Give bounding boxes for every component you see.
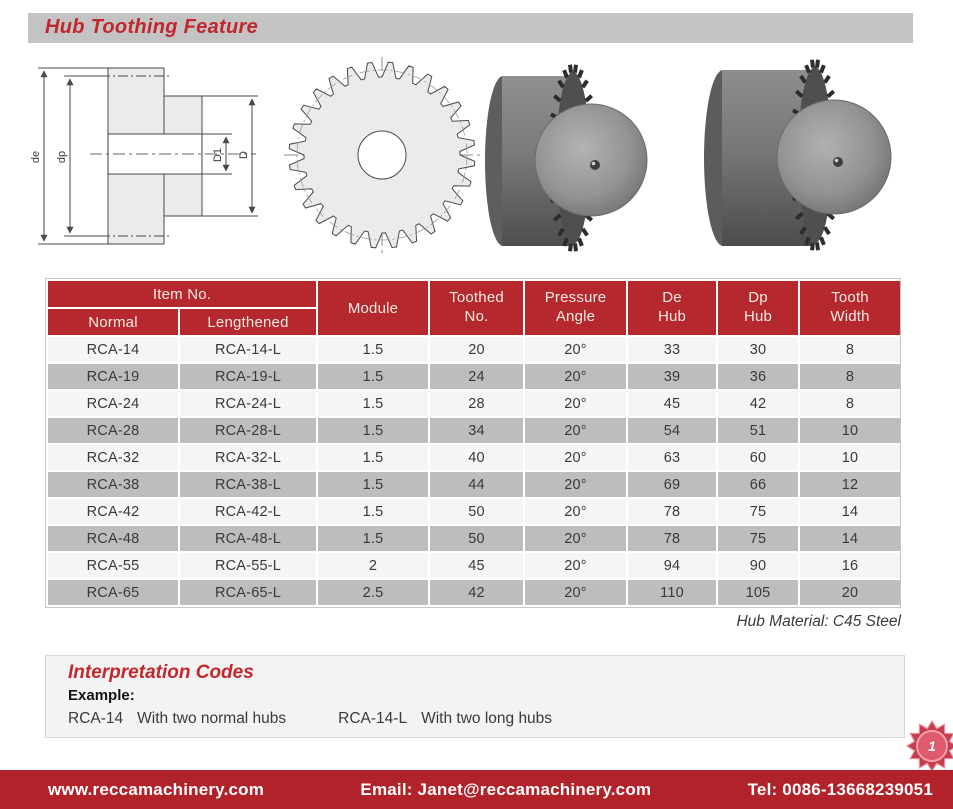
center-hole [590,160,600,170]
spec-table [46,279,902,607]
table-cell: RCA-28-L [180,418,316,443]
header-tooth-width [800,281,900,335]
table-cell: RCA-24 [48,391,178,416]
table-cell: 1.5 [318,445,428,470]
table-cell: 94 [628,553,716,578]
table-cell: 1.5 [318,418,428,443]
table-cell: 20° [525,580,626,605]
header-de-hub [628,281,716,335]
header-line: De [662,289,682,307]
table-cell: 20° [525,337,626,362]
table-cell: 20° [525,526,626,551]
table-cell: 1.5 [318,391,428,416]
table-cell: 75 [718,499,798,524]
table-cell: RCA-55-L [180,553,316,578]
dim-label-dp: dp [56,150,68,164]
header-line: Tooth [831,289,869,307]
table-cell: 20° [525,472,626,497]
interpretation-codes-box [45,655,905,738]
hub-photo-normal [478,58,648,253]
hub-material-note: Hub Material: C45 Steel [736,613,901,630]
table-cell: 34 [430,418,523,443]
table-cell: RCA-28 [48,418,178,443]
table-cell: 16 [800,553,900,578]
table-cell: 54 [628,418,716,443]
table-cell: 20° [525,418,626,443]
header-line: Toothed [449,289,504,307]
table-cell: 20 [800,580,900,605]
table-cell: RCA-19-L [180,364,316,389]
header-line: Dp [748,289,768,307]
table-cell: 1.5 [318,526,428,551]
table-cell: 1.5 [318,337,428,362]
header-normal: Normal [48,309,178,335]
table-cell: 20° [525,364,626,389]
table-cell: 50 [430,526,523,551]
header-lengthened: Lengthened [180,309,316,335]
table-cell: 60 [718,445,798,470]
table-cell: 63 [628,445,716,470]
spec-table-wrap [45,278,901,608]
table-cell: 33 [628,337,716,362]
interpretation-title: Interpretation Codes [68,662,254,683]
table-cell: RCA-42 [48,499,178,524]
table-cell: 20° [525,499,626,524]
table-cell: 78 [628,526,716,551]
table-cell: 36 [718,364,798,389]
header-line: Hub [743,308,773,325]
table-cell: 40 [430,445,523,470]
header-line: No. [464,308,489,325]
table-cell: 24 [430,364,523,389]
dim-label-d: D [238,151,250,159]
footer-email: Email: Janet@reccamachinery.com [360,779,652,799]
table-row [48,418,900,443]
table-cell: 8 [800,364,900,389]
hole-highlight [592,162,596,166]
table-cell: 2 [318,553,428,578]
page-number: 1 [928,738,936,754]
dim-label-d1: D1 [212,147,224,163]
table-cell: RCA-14-L [180,337,316,362]
page-number-badge [906,719,953,773]
table-cell: RCA-48-L [180,526,316,551]
gear-bore-hole [358,131,406,179]
table-row [48,580,900,605]
table-row [48,472,900,497]
table-cell: 110 [628,580,716,605]
table-cell: 45 [430,553,523,578]
header-toothed-no [430,281,523,335]
spec-table-header [48,281,900,335]
code-normal-desc: With two normal hubs [137,710,287,727]
table-cell: 30 [718,337,798,362]
table-cell: 10 [800,418,900,443]
table-cell: 69 [628,472,716,497]
table-row [48,526,900,551]
table-cell: 8 [800,391,900,416]
table-cell: RCA-32 [48,445,178,470]
table-cell: 20 [430,337,523,362]
dim-label-de: de [30,150,42,164]
table-cell: RCA-32-L [180,445,316,470]
table-row [48,337,900,362]
hub-front-face [777,100,891,214]
table-cell: 28 [430,391,523,416]
table-cell: 45 [628,391,716,416]
table-row [48,364,900,389]
table-cell: 90 [718,553,798,578]
table-cell: 75 [718,526,798,551]
table-cell: 20° [525,553,626,578]
hole-highlight [835,159,839,163]
hub-photo-lengthened [698,52,898,257]
table-cell: 14 [800,526,900,551]
hub-cross-section-drawing [28,52,268,262]
section-title-bar [28,13,913,43]
header-line: Pressure [544,289,607,307]
table-cell: 8 [800,337,900,362]
footer-bar [0,770,953,809]
code-lengthened: RCA-14-L [338,710,408,727]
table-cell: 66 [718,472,798,497]
header-module: Module [318,281,428,335]
table-cell: 42 [430,580,523,605]
table-cell: 12 [800,472,900,497]
table-cell: 1.5 [318,472,428,497]
table-cell: 51 [718,418,798,443]
table-cell: RCA-42-L [180,499,316,524]
table-row [48,499,900,524]
header-item-no: Item No. [48,281,316,307]
table-cell: 44 [430,472,523,497]
table-row [48,445,900,470]
table-cell: 78 [628,499,716,524]
table-cell: 10 [800,445,900,470]
table-row [48,553,900,578]
code-lengthened-desc: With two long hubs [421,710,553,727]
center-hole [833,157,843,167]
gear-front-drawing [282,55,482,255]
table-cell: 20° [525,445,626,470]
header-dp-hub [718,281,798,335]
footer-website: www.reccamachinery.com [48,779,265,799]
table-cell: 2.5 [318,580,428,605]
table-cell: 1.5 [318,364,428,389]
hub-front-face [535,104,647,216]
table-cell: RCA-48 [48,526,178,551]
header-line: Angle [555,308,596,325]
table-cell: RCA-65-L [180,580,316,605]
table-cell: 1.5 [318,499,428,524]
header-line: Hub [657,308,687,325]
table-cell: RCA-24-L [180,391,316,416]
table-cell: RCA-65 [48,580,178,605]
table-cell: 42 [718,391,798,416]
table-cell: RCA-38 [48,472,178,497]
table-cell: 14 [800,499,900,524]
example-label: Example: [68,687,135,704]
header-line: Width [830,308,870,325]
code-normal: RCA-14 [68,710,124,727]
footer-tel: Tel: 0086-13668239051 [747,779,933,799]
header-pressure-angle [525,281,626,335]
table-cell: RCA-14 [48,337,178,362]
table-cell: RCA-38-L [180,472,316,497]
page-title: Hub Toothing Feature [45,16,259,38]
table-cell: 50 [430,499,523,524]
table-cell: 105 [718,580,798,605]
table-cell: RCA-19 [48,364,178,389]
spec-table-body [48,337,900,605]
table-cell: 39 [628,364,716,389]
table-cell: RCA-55 [48,553,178,578]
table-row [48,391,900,416]
table-cell: 20° [525,391,626,416]
interpretation-codes-line [68,710,904,728]
